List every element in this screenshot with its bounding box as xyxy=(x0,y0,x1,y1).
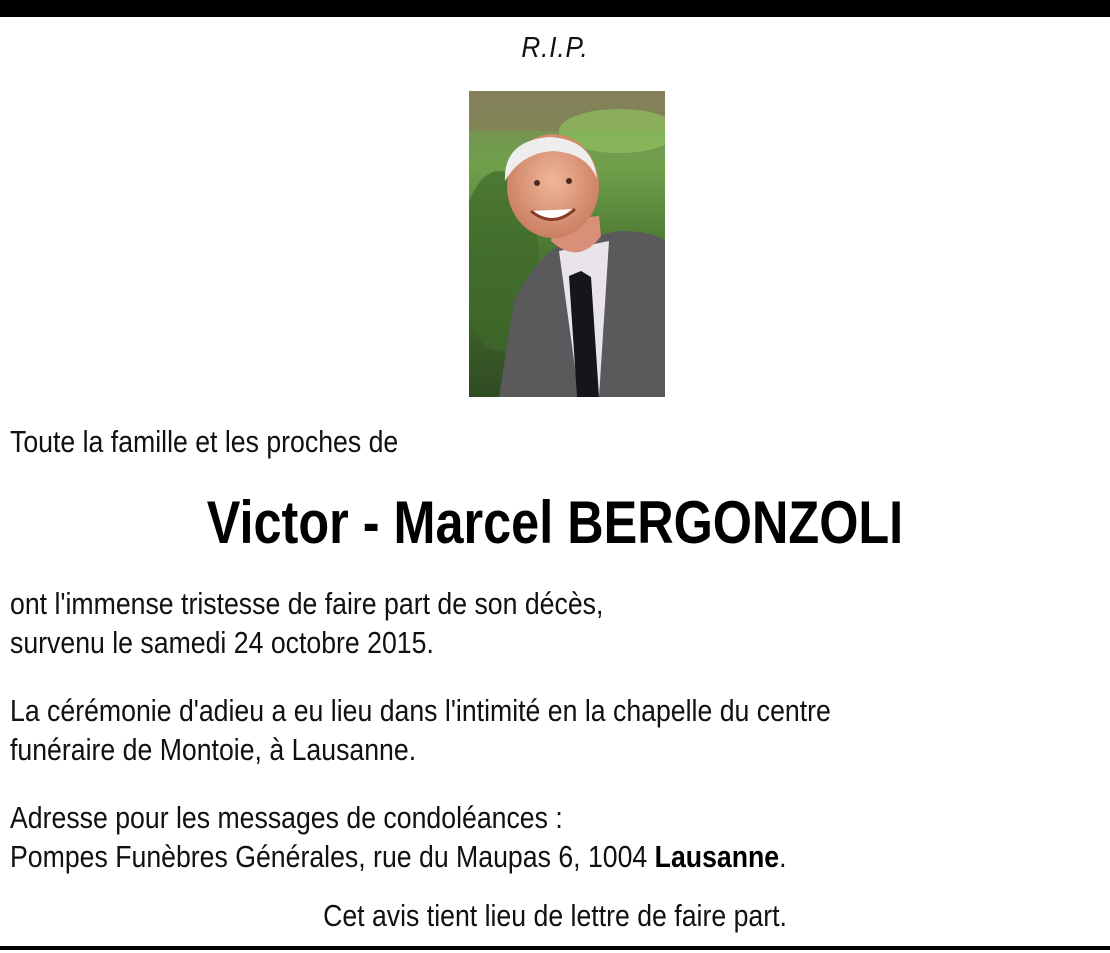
condolence-city: Lausanne xyxy=(654,839,780,874)
ceremony-line-2: funéraire de Montoie, à Lausanne. xyxy=(10,732,417,767)
top-border-rule xyxy=(0,0,1110,17)
rip-heading: R.I.P. xyxy=(521,32,589,64)
bottom-border-rule xyxy=(0,946,1110,950)
announcement-line-2: survenu le samedi 24 octobre 2015. xyxy=(10,625,434,660)
portrait-photo xyxy=(469,91,665,397)
condolence-address: Pompes Funèbres Générales, rue du Maupas 6, 1004 xyxy=(10,839,655,874)
intro-line: Toute la famille et les proches de xyxy=(10,424,399,459)
deceased-name: Victor - Marcel BERGONZOLI xyxy=(206,489,904,556)
closing-line: Cet avis tient lieu de lettre de faire part. xyxy=(323,898,787,933)
condolence-label: Adresse pour les messages de condoléances : xyxy=(10,800,563,835)
condolence-address-line xyxy=(10,839,787,875)
condolence-end: . xyxy=(779,839,787,874)
announcement-line-1: ont l'immense tristesse de faire part de son décès, xyxy=(10,586,604,621)
ceremony-line-1: La cérémonie d'adieu a eu lieu dans l'intimité en la chapelle du centre xyxy=(10,693,831,728)
